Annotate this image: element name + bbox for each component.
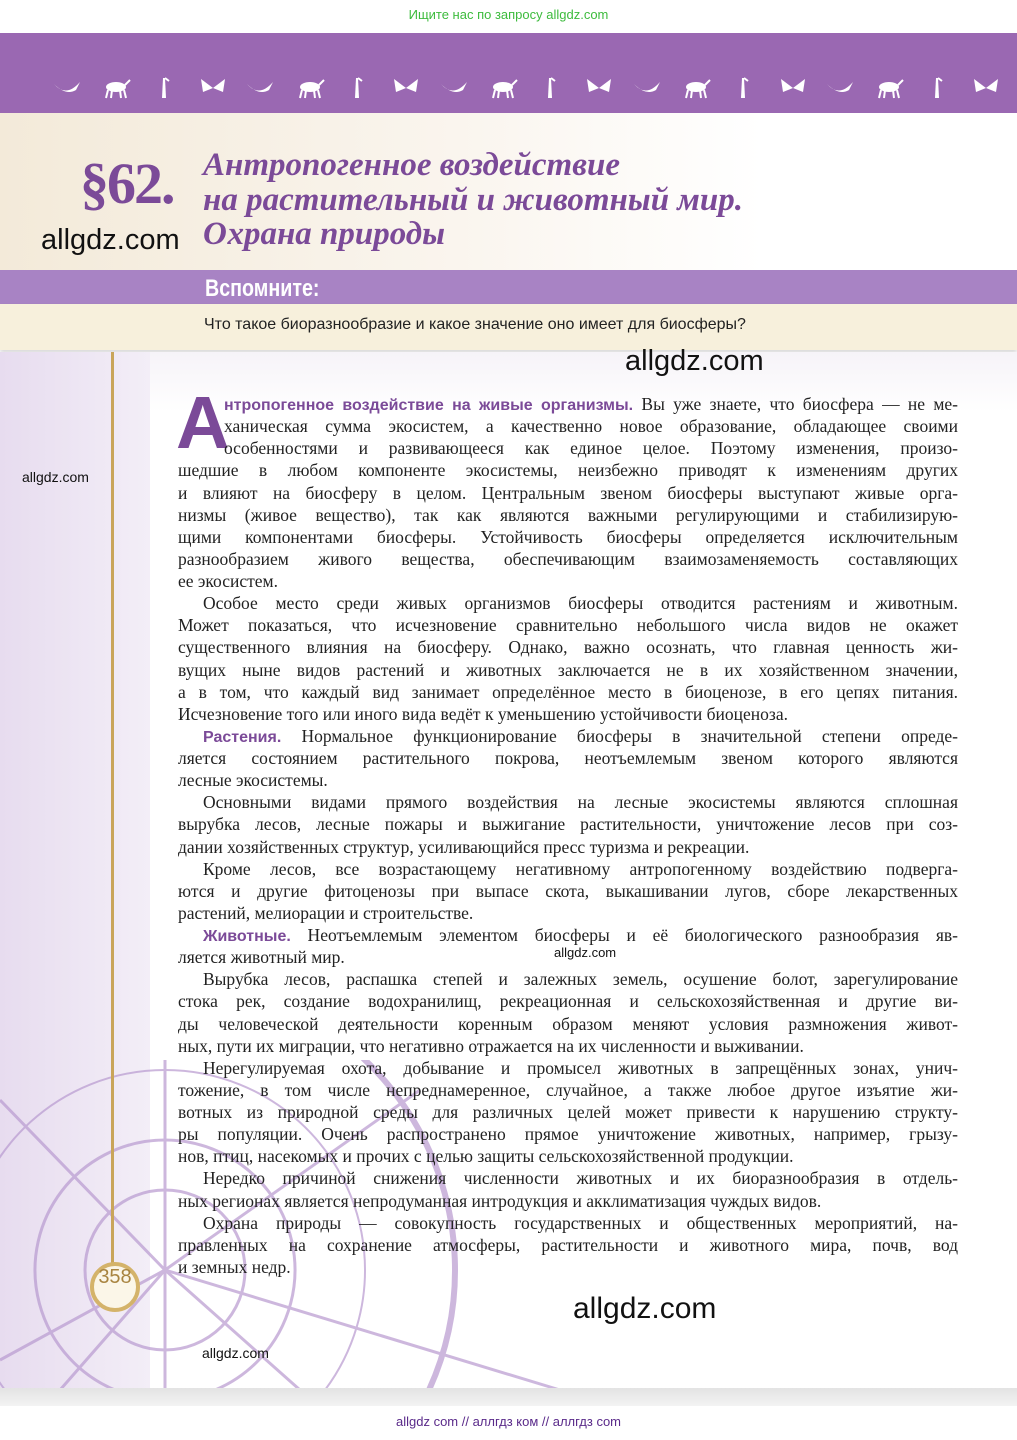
line-text: ных регионах является непродуманная интродукция и акклиматизация чуждых видов. — [178, 1190, 822, 1211]
ostrich-icon — [922, 76, 954, 100]
text-line — [178, 1057, 958, 1079]
text-line — [178, 526, 958, 548]
text-line — [178, 1145, 958, 1167]
text-line — [178, 924, 958, 946]
goat-icon — [100, 76, 132, 100]
line-text: Особое место среди живых организмов биосферы отводится растениям и животным. — [203, 593, 958, 614]
line-text: низмы (живое вещество), так как являются важными регулирующими и стабилизирую- — [178, 504, 958, 525]
line-text: существенного влияния на биосферу. Однако, важно осознать, что главная ценность жи- — [178, 637, 958, 658]
text-line — [178, 769, 958, 791]
line-text: Нормальное функционирование биосферы в значительной степени опреде- — [281, 725, 958, 746]
text-line — [178, 791, 958, 813]
insect-icon — [197, 76, 229, 100]
text-line — [178, 614, 958, 636]
insect-icon — [777, 76, 809, 100]
text-line — [178, 858, 958, 880]
ostrich-icon — [342, 76, 374, 100]
text-line — [178, 725, 958, 747]
recall-band — [0, 270, 1017, 304]
text-line — [178, 1212, 958, 1234]
body-text — [178, 393, 958, 1278]
line-text: особенностями и развивающееся как единое целое. Поэтому изменения, произо- — [224, 438, 958, 459]
text-line — [178, 548, 958, 570]
heron-icon — [149, 76, 181, 100]
text-line — [178, 968, 958, 990]
scorpion-icon — [487, 76, 519, 100]
text-line — [178, 1234, 958, 1256]
text-line — [178, 880, 958, 902]
kangaroo-icon — [873, 76, 905, 100]
text-line — [178, 1167, 958, 1189]
text-line — [178, 636, 958, 658]
watermark: allgdz.com — [625, 345, 764, 377]
line-text: ды человеческой деятельности коренным образом меняют условия размножения живот- — [178, 1013, 958, 1034]
line-text: нов, птиц, насекомых и прочих с целью защиты сельскохозяйственной продукции. — [178, 1146, 794, 1167]
header-band — [0, 33, 1017, 113]
text-line — [178, 1123, 958, 1145]
line-text: шедшие в любом компоненте экосистемы, неизбежно приводят к изменениям других — [178, 460, 958, 481]
text-line — [178, 659, 958, 681]
line-text: ханическая сумма экосистем, а качественно новое образование, обладающее своими — [224, 416, 958, 437]
text-line — [178, 681, 958, 703]
line-text: щими компонентами биосферы. Устойчивость биосферы определяется исключительным — [178, 526, 958, 547]
text-line — [178, 592, 958, 614]
animal-silhouettes-row — [52, 76, 1002, 100]
line-text: ляется животный мир. — [178, 947, 345, 968]
text-line — [178, 1256, 958, 1278]
line-text: Вы уже знаете, что биосфера — не ме- — [633, 394, 958, 414]
line-text: растений, мелиорации и строительстве. — [178, 902, 474, 923]
text-line — [178, 1013, 958, 1035]
top-note: Ищите нас по запросу allgdz.com — [408, 7, 609, 22]
bird-icon — [632, 76, 664, 100]
text-line — [178, 437, 958, 459]
text-line — [178, 482, 958, 504]
line-text: тожение, в том числе непреднамеренное, случайное, а также любое другое изъятие жи- — [178, 1079, 958, 1100]
watermark: allgdz.com — [202, 1345, 269, 1361]
text-line — [178, 1079, 958, 1101]
line-text: вущих ныне видов растений и животных заключается не в их хозяйственном значении, — [178, 659, 958, 680]
line-text: Охрана природы — совокупность государственных и общественных мероприятий, на- — [203, 1212, 958, 1233]
title-line: Антропогенное воздействие — [203, 147, 620, 183]
text-line — [178, 703, 958, 725]
margin-line — [111, 352, 114, 1272]
line-text: правленных на сохранение атмосферы, растительности и животного мира, почв, вод — [178, 1234, 958, 1255]
text-line — [178, 990, 958, 1012]
title-line: Охрана природы — [203, 216, 446, 252]
section-lead: Растения. — [203, 728, 282, 746]
flying-bird-icon — [583, 76, 615, 100]
bison-icon — [245, 76, 277, 100]
boar-icon — [439, 76, 471, 100]
text-line — [178, 1190, 958, 1212]
watermark: allgdz.com — [41, 224, 180, 256]
recall-question: Что такое биоразнообразие и какое значение оно имеет для биосферы? — [204, 316, 746, 333]
text-line — [178, 393, 958, 415]
section-lead: Животные. — [203, 928, 291, 945]
watermark: allgdz.com — [573, 1292, 717, 1325]
drop-cap: А — [176, 381, 230, 464]
line-text: Нередко причиной снижения численности животных и их биоразнообразия в отдель- — [203, 1168, 958, 1189]
line-text: Может показаться, что исчезновение сравнительно небольшого числа видов не окажет — [178, 615, 958, 636]
text-line — [178, 1035, 958, 1057]
line-text: Основными видами прямого воздействия на лесные экосистемы являются сплошная — [203, 792, 958, 813]
text-line — [178, 459, 958, 481]
recall-label: Вспомните: — [205, 275, 320, 302]
footer-links: allgdz com // аллгдз ком // аллгдз com — [395, 1414, 622, 1429]
text-line — [178, 570, 958, 592]
horse-icon — [535, 76, 567, 100]
line-text: вырубка лесов, лесные пожары и выжигание растительности, уничтожение лесов при соз- — [178, 814, 958, 835]
bison-icon — [825, 76, 857, 100]
line-text: ры популяции. Очень распространено прямое уничтожение животных, например, грызу- — [178, 1124, 958, 1145]
text-line — [178, 504, 958, 526]
text-line — [178, 1101, 958, 1123]
heron-icon — [728, 76, 760, 100]
line-text: ее экосистем. — [178, 571, 278, 591]
watermark: allgdz.com — [554, 945, 617, 960]
butterfly-icon — [970, 76, 1002, 100]
line-text: стока рек, создание водохранилищ, рекреационная и сельскохозяйственная и другие ви- — [178, 991, 958, 1012]
text-line — [178, 836, 958, 858]
line-text: разнообразием живого вещества, обеспечивающим взаимозаменяемость составляющих — [178, 548, 958, 569]
line-text: ляется состоянием растительного покрова, неотъемлемым звеном которого являются — [178, 748, 958, 768]
goat-icon — [680, 76, 712, 100]
line-text: Кроме лесов, все возрастающему негативному антропогенному воздействию подверга- — [203, 858, 958, 879]
text-line — [178, 902, 958, 924]
line-text: ются и другие фитоценозы при выпасе скота, выкашивании лугов, сборе лекарственных — [178, 880, 958, 901]
line-text: дании хозяйственных структур, усиливающийся пресс туризма и рекреации. — [178, 836, 750, 857]
section-lead: нтропогенное воздействие на живые организмы. — [224, 397, 634, 414]
line-text: а в том, что каждый вид занимает определённое место в биоценозе, в его цепях питания. — [178, 681, 958, 702]
page-edge — [0, 1388, 1017, 1406]
line-text: и влияют на биосферу в целом. Центральным звеном биосферы выступают живые орга- — [178, 482, 958, 503]
title-line: на растительный и животный мир. — [203, 182, 744, 218]
line-text: ных, пути их миграции, что негативно отражается на их численности и выживании. — [178, 1035, 804, 1056]
line-text: вотных из природной среды для различных целей может привести к нарушению структу- — [178, 1102, 958, 1122]
page-number: 358 — [90, 1262, 140, 1312]
line-text: Исчезновение того или иного вида ведёт к уменьшению устойчивости биоценоза. — [178, 703, 788, 724]
text-line — [178, 813, 958, 835]
text-line — [178, 415, 958, 437]
text-line — [178, 747, 958, 769]
bird-icon — [52, 76, 84, 100]
line-text: лесные экосистемы. — [178, 770, 328, 791]
line-text: и земных недр. — [178, 1256, 291, 1277]
butterfly-icon — [390, 76, 422, 100]
watermark: allgdz.com — [22, 469, 89, 485]
line-text: Вырубка лесов, распашка степей и залежных земель, осушение болот, зарегулирование — [203, 969, 958, 990]
line-text: Нерегулируемая охота, добывание и промысел животных в запрещённых зонах, унич- — [203, 1057, 958, 1078]
line-text: Неотъемлемым элементом биосферы и её биологического разнообразия яв- — [290, 925, 958, 945]
kangaroo-icon — [294, 76, 326, 100]
paragraph-number: §62. — [80, 151, 174, 216]
